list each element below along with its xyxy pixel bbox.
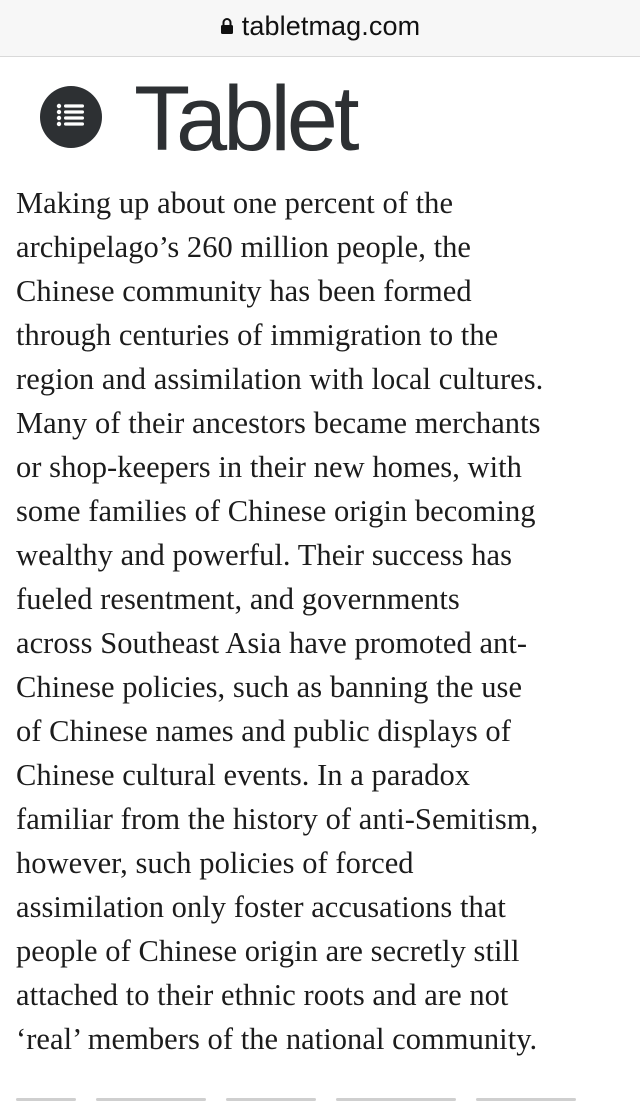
next-paragraph-peek <box>16 1094 616 1102</box>
site-header <box>0 57 640 177</box>
lock-icon <box>220 17 234 35</box>
menu-button[interactable] <box>40 86 102 148</box>
menu-list-icon <box>56 103 86 132</box>
url-text: tabletmag.com <box>241 10 421 41</box>
address-bar[interactable] <box>0 0 640 57</box>
address-bar-content <box>220 11 420 42</box>
site-logo[interactable]: Tablet <box>134 68 356 170</box>
article-paragraph: Making up about one percent of the archipelago’s 260 million people, the Chinese community has been formed through centuries of immigration to the region and assimilation with local cultures. Many of their ancestors became merchants or shop-keepers in their new homes, with some families of Chinese origin becoming wealthy and powerful. Their success has fueled resentment, and governments across Southeast Asia have promoted ant- Chinese policies, such as banning the use of Chinese names and public displays of Chinese cultural events. In a paradox familiar from the history of anti-Semitism, however, such policies of forced assimilation only foster accusations that people of Chinese origin are secretly still attached to their ethnic roots and are not ‘real’ members of the national community. <box>16 186 544 1056</box>
